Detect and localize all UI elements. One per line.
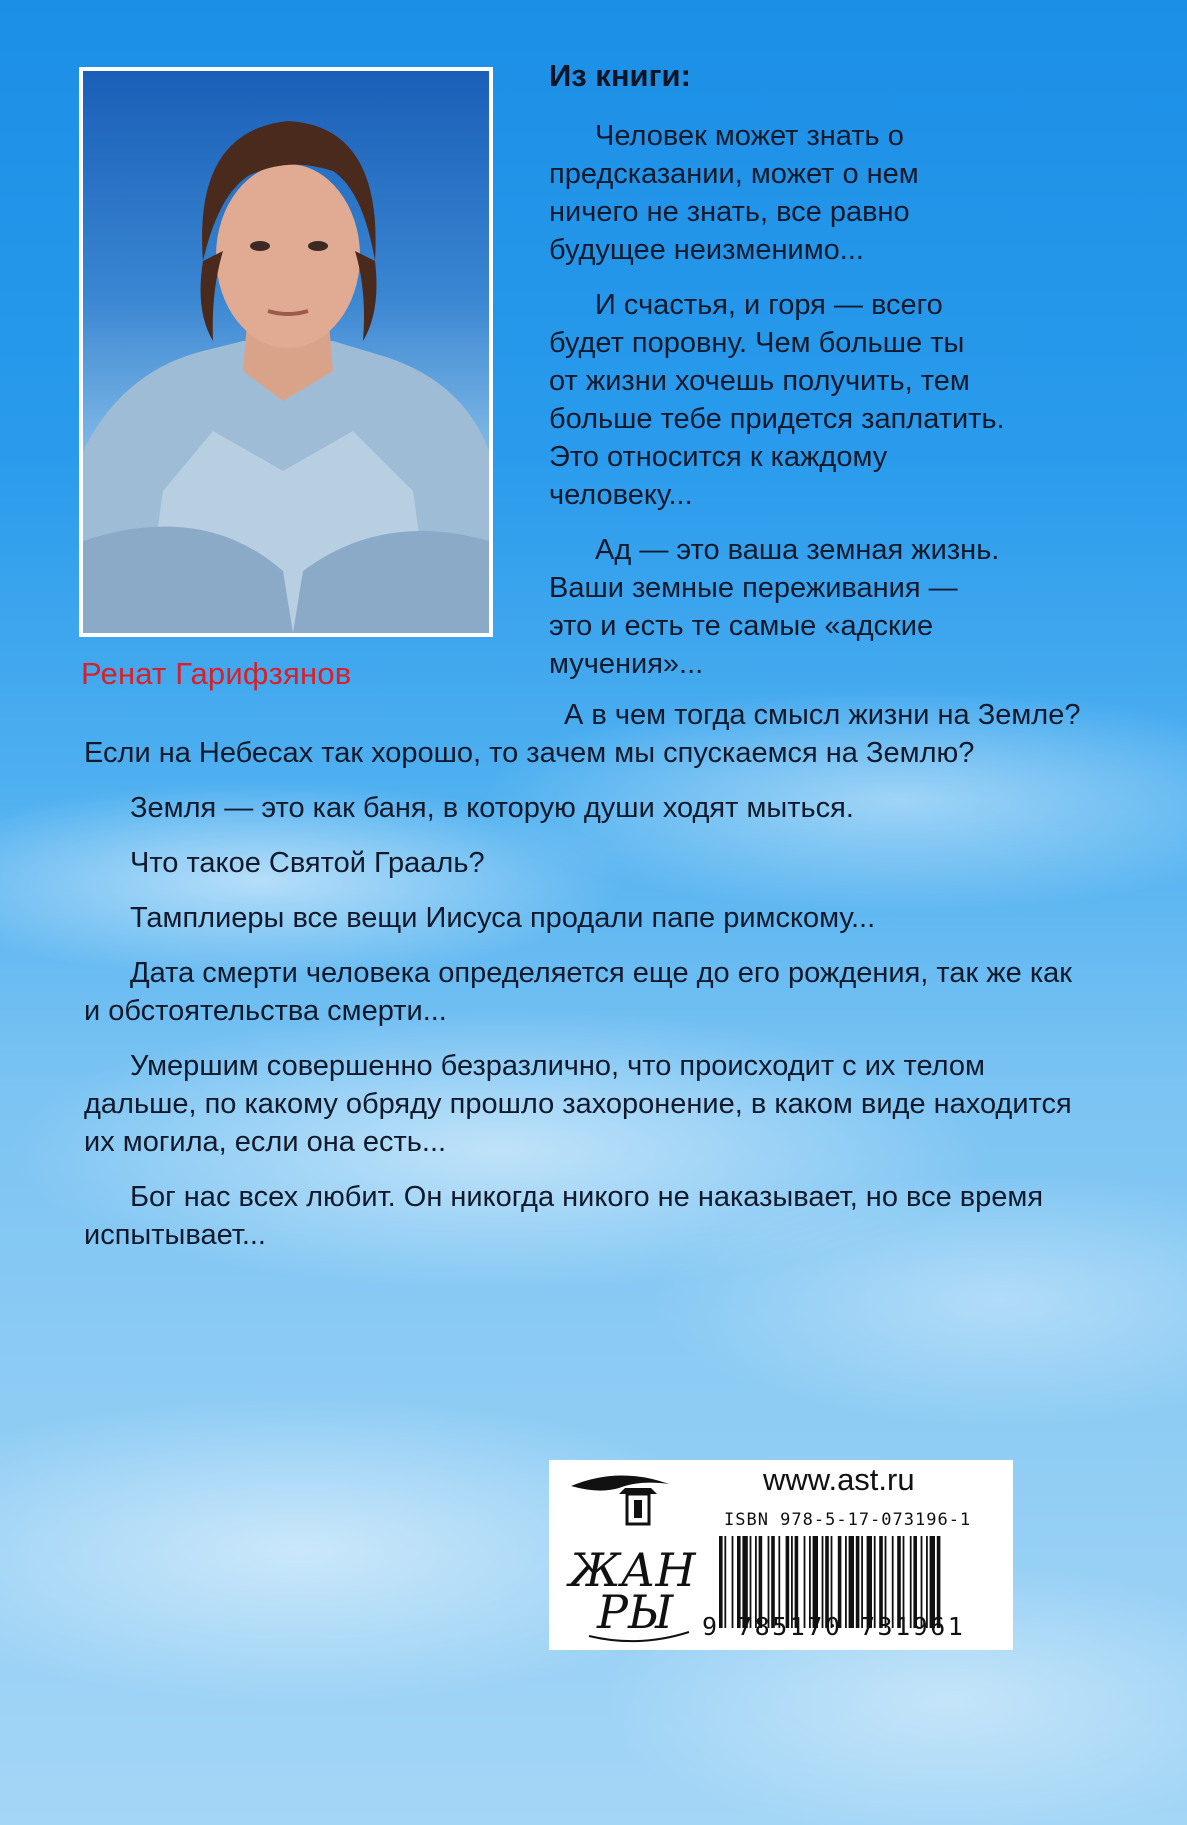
publisher-url: www.ast.ru [763,1462,915,1497]
excerpt-paragraph: Земля — это как баня, в которую души ходят мыться. [130,792,854,824]
excerpt-right-column [549,117,1079,683]
excerpt-paragraph: Бог нас всех любит. Он никогда никого не наказывает, но все время испытывает... [84,1181,1044,1251]
excerpt-paragraph: Умершим совершенно безразлично, что происходит с их телом дальше, по какому обряду прошло захоронение, в каком виде находится их могила, если она есть... [84,1050,1072,1158]
barcode-block [549,1460,1013,1650]
isbn-text: ISBN 978-5-17-073196-1 [724,1510,972,1530]
excerpt-paragraph: Дата смерти человека определяется еще до его рождения, так же как и обстоятельства смерти... [84,957,1072,1027]
zhanry-logo-icon [559,1466,709,1644]
ean-number: 9 785170 731961 [702,1612,966,1641]
author-photo [83,71,489,633]
author-portrait-image [83,71,489,633]
excerpt-paragraph: Человек может знать о предсказании, может о нем ничего не знать, все равно будущее неизменимо... [549,120,919,266]
excerpt-paragraph: Ад — это ваша земная жизнь. Ваши земные переживания — это и есть те самые «адские мучения»... [549,534,1000,680]
svg-text:РЫ: РЫ [597,1585,674,1639]
author-name: Ренат Гарифзянов [81,656,352,691]
excerpt-full-width [84,696,1094,1254]
excerpt-heading: Из книги: [549,58,691,93]
excerpt-paragraph: Тамплиеры все вещи Иисуса продали папе римскому... [130,902,876,934]
author-photo-frame [79,67,493,637]
excerpt-paragraph: Что такое Святой Грааль? [130,847,485,879]
svg-text:ЖАН: ЖАН [569,1543,696,1597]
excerpt-paragraph: И счастья, и горя — всего будет поровну. Чем больше ты от жизни хочешь получить, тем больше тебе придется заплатить. Это относится к каждому человеку... [549,289,1005,511]
excerpt-paragraph: А в чем тогда смысл жизни на Земле? Если на Небесах так хорошо, то зачем мы спускаемся на Землю? [84,699,1081,769]
